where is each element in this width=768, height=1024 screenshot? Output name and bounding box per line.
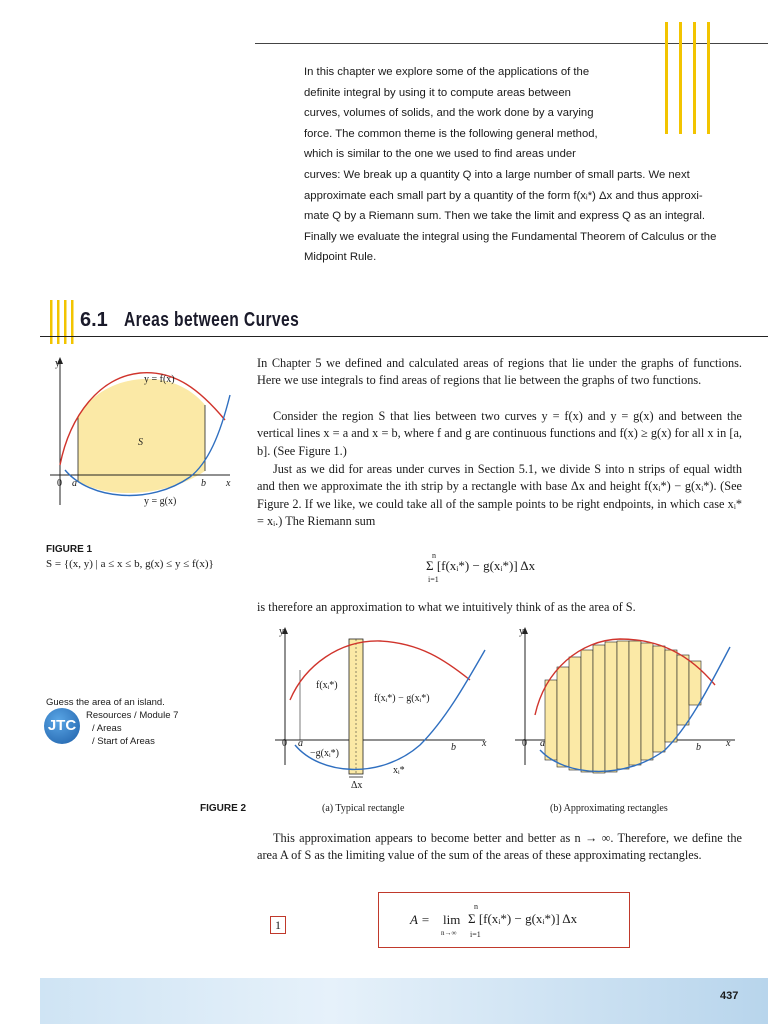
riemann-sum: Σ [f(xᵢ*) − g(xᵢ*)] Δx [426, 558, 536, 573]
sum-lower-limit: i=1 [428, 575, 439, 584]
fig1-y-label: y [55, 358, 60, 369]
side-note-title: Guess the area of an island. [46, 697, 165, 708]
figure-2b-caption: (b) Approximating rectangles [550, 803, 668, 814]
fig2a-f-label: f(xᵢ*) [316, 680, 338, 691]
fig1-b-label: b [201, 478, 206, 489]
jtc-badge-icon[interactable]: JTC [44, 708, 80, 744]
fig2b-x-label: x [726, 738, 731, 749]
figure-2a-caption: (a) Typical rectangle [322, 803, 405, 814]
fig2a-origin-label: 0 [282, 738, 287, 749]
page-number: 437 [720, 990, 739, 1002]
fig1-f-label: y = f(x) [144, 374, 175, 385]
figure-1-label: FIGURE 1 [46, 544, 93, 555]
footer-band [40, 978, 768, 1024]
fig1-origin-label: 0 [57, 478, 62, 489]
intro-line: approximate each small part by a quantity of the form f(xᵢ*) Δx and thus approxi- [304, 189, 703, 202]
fig2a-y-label: y [279, 626, 284, 637]
section-number: 6.1 [80, 309, 108, 331]
paragraph-1: In Chapter 5 we defined and calculated areas of regions that lie under the graphs of functions. Here we use integrals to find areas of regions that lie between the graphs of two functions. [257, 356, 742, 388]
equation-lower: i=1 [470, 930, 481, 939]
intro-line: Finally we evaluate the integral using the Fundamental Theorem of Calculus or the [304, 230, 717, 243]
figure-1-caption: S = {(x, y) | a ≤ x ≤ b, g(x) ≤ y ≤ f(x)} [46, 558, 214, 570]
equation-lim-sub: n→∞ [441, 929, 457, 937]
fig1-region-label: S [138, 437, 143, 448]
paragraph-2: Consider the region S that lies between two curves y = f(x) and y = g(x) and between the vertical lines x = a and x = b, where f and g are continuous functions and f(x) ≥ g(x) for all x in [a, b]. (See Figure 1.) [257, 409, 742, 458]
figure-2b-graph [500, 625, 740, 795]
paragraph-3: Just as we did for areas under curves in Section 5.1, we divide S into n strips of equal width and then we approximate the ith strip by a rectangle with base Δx and height f(xᵢ*) − g(xᵢ*). (See Figure 2. If we like, we could take all of the sample points to be right endpoints, in which case xᵢ* = xᵢ.) The Riemann sum [257, 462, 742, 529]
sum-upper-limit: n [432, 551, 436, 560]
intro-line: In this chapter we explore some of the applications of the [304, 66, 590, 78]
intro-line: curves, volumes of solids, and the work done by a varying [304, 107, 594, 120]
equation-lhs: A = [410, 912, 430, 927]
side-note-path: / Areas [92, 723, 122, 734]
paragraph-5: This approximation appears to become better and better as n → ∞. Therefore, we define the area A of S as the limiting value of the sum of the areas of these approximating rectangles. [257, 831, 742, 863]
chapter-intro [304, 62, 744, 268]
fig2b-a-label: a [540, 738, 545, 749]
figure-2-label: FIGURE 2 [200, 803, 247, 814]
intro-line: Midpoint Rule. [304, 251, 377, 264]
fig1-g-label: y = g(x) [144, 496, 177, 507]
fig2b-y-label: y [519, 626, 524, 637]
fig2a-g-label: −g(xᵢ*) [310, 748, 339, 759]
fig1-x-label: x [226, 478, 231, 489]
fig2a-a-label: a [298, 738, 303, 749]
section-title: Areas between Curves [124, 309, 300, 331]
fig2a-dx-label: Δx [351, 780, 363, 791]
paragraph-4: is therefore an approximation to what we intuitively think of as the area of S. [257, 600, 636, 614]
intro-line: force. The common theme is the following general method, [304, 127, 598, 140]
equation-upper: n [474, 902, 478, 911]
intro-line: mate Q by a Riemann sum. Then we take the limit and express Q as an integral. [304, 210, 706, 223]
fig2a-b-label: b [451, 742, 456, 753]
fig2a-diff-label: f(xᵢ*) − g(xᵢ*) [374, 693, 430, 704]
equation-body: Σ [f(xᵢ*) − g(xᵢ*)] Δx [468, 911, 578, 926]
fig2b-origin-label: 0 [522, 738, 527, 749]
side-note-resource: Resources / Module 7 [86, 710, 179, 721]
side-note-path-2: / Start of Areas [92, 736, 155, 747]
fig2b-b-label: b [696, 742, 701, 753]
fig1-a-label: a [72, 478, 77, 489]
figure-1-graph [40, 355, 240, 545]
equation-lim: lim [443, 912, 461, 927]
section-bars-icon [44, 300, 78, 344]
section-rule [40, 336, 768, 337]
equation-number: 1 [270, 916, 286, 934]
figure-2a-graph [270, 625, 500, 795]
fig2a-x-label: x [482, 738, 487, 749]
fig2a-xi-label: xᵢ* [393, 765, 405, 776]
intro-line: curves: We break up a quantity Q into a large number of small parts. We next [304, 168, 690, 181]
intro-line: which is similar to the one we used to find areas under [304, 148, 576, 161]
intro-line: definite integral by using it to compute areas between [304, 86, 571, 99]
